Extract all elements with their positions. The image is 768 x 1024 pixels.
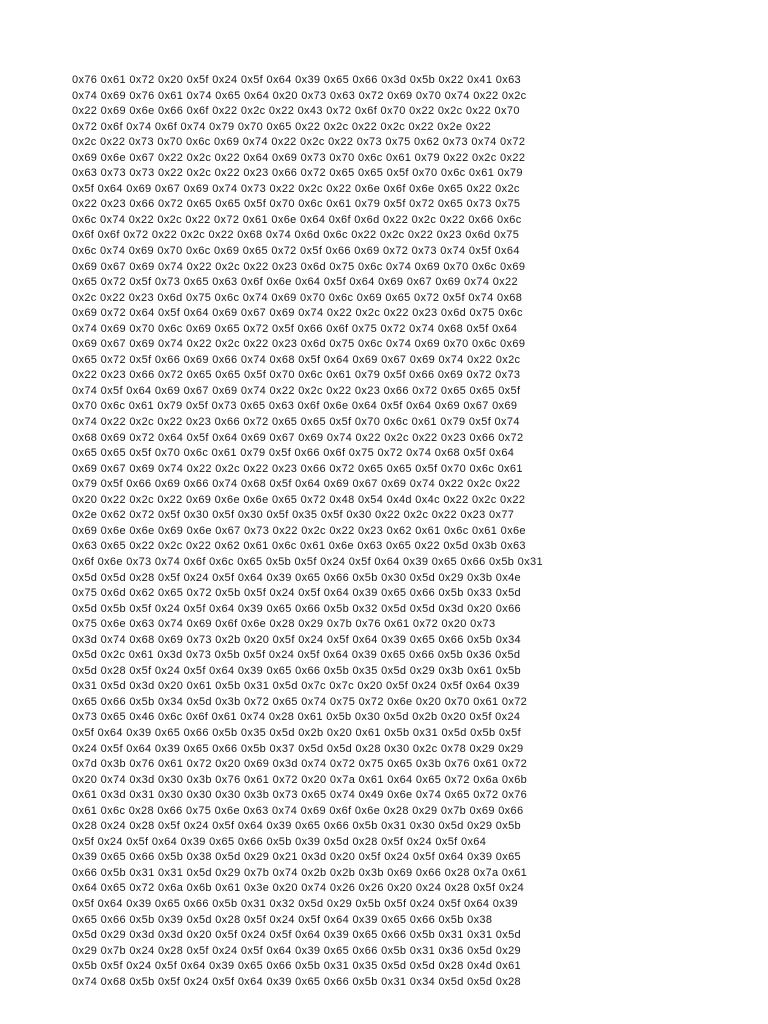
hex-line: 0x74 0x22 0x2c 0x22 0x23 0x66 0x72 0x65 0x65 0x5f 0x70 0x6c 0x61 0x79 0x5f 0x74 [72, 416, 520, 429]
hex-line: 0x5d 0x28 0x5f 0x24 0x5f 0x64 0x39 0x65 0x66 0x5b 0x35 0x5d 0x29 0x3b 0x61 0x5b [72, 664, 522, 677]
hex-line: 0x20 0x74 0x3d 0x30 0x3b 0x76 0x61 0x72 0x20 0x7a 0x61 0x64 0x65 0x72 0x6a 0x6b [72, 773, 528, 786]
hex-line: 0x65 0x66 0x5b 0x34 0x5d 0x3b 0x72 0x65 0x74 0x75 0x72 0x6e 0x20 0x70 0x61 0x72 [72, 695, 528, 708]
hex-line: 0x74 0x68 0x5b 0x5f 0x24 0x5f 0x64 0x39 0x65 0x66 0x5b 0x31 0x34 0x5d 0x5d 0x28 [72, 975, 522, 988]
hex-line: 0x5d 0x29 0x3d 0x3d 0x20 0x5f 0x24 0x5f 0x64 0x39 0x65 0x66 0x5b 0x31 0x31 0x5d [72, 929, 522, 942]
hex-line: 0x5f 0x24 0x5f 0x64 0x39 0x65 0x66 0x5b 0x39 0x5d 0x28 0x5f 0x24 0x5f 0x64 [72, 835, 487, 848]
hex-line: 0x5d 0x5d 0x28 0x5f 0x24 0x5f 0x64 0x39 0x65 0x66 0x5b 0x30 0x5d 0x29 0x3b 0x4e [72, 571, 522, 584]
hex-line: 0x39 0x65 0x66 0x5b 0x38 0x5d 0x29 0x21 0x3d 0x20 0x5f 0x24 0x5f 0x64 0x39 0x65 [72, 851, 522, 864]
hex-line: 0x6f 0x6f 0x72 0x22 0x2c 0x22 0x68 0x74 0x6d 0x6c 0x22 0x2c 0x22 0x23 0x6d 0x75 [72, 229, 520, 242]
hex-line: 0x5f 0x64 0x69 0x67 0x69 0x74 0x73 0x22 0x2c 0x22 0x6e 0x6f 0x6e 0x65 0x22 0x2c [72, 182, 520, 195]
hex-line: 0x31 0x5d 0x3d 0x20 0x61 0x5b 0x31 0x5d 0x7c 0x7c 0x20 0x5f 0x24 0x5f 0x64 0x39 [72, 680, 520, 693]
hex-line: 0x28 0x24 0x28 0x5f 0x24 0x5f 0x64 0x39 0x65 0x66 0x5b 0x31 0x30 0x5d 0x29 0x5b [72, 820, 522, 833]
hex-line: 0x64 0x65 0x72 0x6a 0x6b 0x61 0x3e 0x20 0x74 0x26 0x26 0x20 0x24 0x28 0x5f 0x24 [72, 882, 525, 895]
hex-line: 0x65 0x65 0x5f 0x70 0x6c 0x61 0x79 0x5f 0x66 0x6f 0x75 0x72 0x74 0x68 0x5f 0x64 [72, 447, 515, 460]
hex-line: 0x22 0x23 0x66 0x72 0x65 0x65 0x5f 0x70 0x6c 0x61 0x79 0x5f 0x72 0x65 0x73 0x75 [72, 198, 521, 211]
hex-line: 0x5d 0x5b 0x5f 0x24 0x5f 0x64 0x39 0x65 0x66 0x5b 0x32 0x5d 0x5d 0x3d 0x20 0x66 [72, 602, 522, 615]
hex-line: 0x69 0x67 0x69 0x74 0x22 0x2c 0x22 0x23 0x6d 0x75 0x6c 0x74 0x69 0x70 0x6c 0x69 [72, 338, 526, 351]
hex-line: 0x79 0x5f 0x66 0x69 0x66 0x74 0x68 0x5f 0x64 0x69 0x67 0x69 0x74 0x22 0x2c 0x22 [72, 478, 521, 491]
hex-line: 0x65 0x66 0x5b 0x39 0x5d 0x28 0x5f 0x24 0x5f 0x64 0x39 0x65 0x66 0x5b 0x38 [72, 913, 493, 926]
hex-line: 0x65 0x72 0x5f 0x73 0x65 0x63 0x6f 0x6e 0x64 0x5f 0x64 0x69 0x67 0x69 0x74 0x22 [72, 276, 518, 289]
hex-line: 0x74 0x69 0x76 0x61 0x74 0x65 0x64 0x20 0x73 0x63 0x72 0x69 0x70 0x74 0x22 0x2c [72, 89, 527, 102]
hex-line: 0x75 0x6d 0x62 0x65 0x72 0x5b 0x5f 0x24 0x5f 0x64 0x39 0x65 0x66 0x5b 0x33 0x5d [72, 587, 522, 600]
hex-line: 0x22 0x23 0x66 0x72 0x65 0x65 0x5f 0x70 0x6c 0x61 0x79 0x5f 0x66 0x69 0x72 0x73 [72, 369, 521, 382]
hex-line: 0x24 0x5f 0x64 0x39 0x65 0x66 0x5b 0x37 0x5d 0x5d 0x28 0x30 0x2c 0x78 0x29 0x29 [72, 742, 524, 755]
hex-line: 0x76 0x61 0x72 0x20 0x5f 0x24 0x5f 0x64 0x39 0x65 0x66 0x3d 0x5b 0x22 0x41 0x63 [72, 74, 522, 86]
hex-line: 0x63 0x65 0x22 0x2c 0x22 0x62 0x61 0x6c 0x61 0x6e 0x63 0x65 0x22 0x5d 0x3b 0x63 [72, 540, 526, 553]
hex-line: 0x22 0x69 0x6e 0x66 0x6f 0x22 0x2c 0x22 0x43 0x72 0x6f 0x70 0x22 0x2c 0x22 0x70 [72, 105, 520, 118]
hex-line: 0x63 0x73 0x73 0x22 0x2c 0x22 0x23 0x66 0x72 0x65 0x65 0x5f 0x70 0x6c 0x61 0x79 [72, 167, 523, 180]
hex-line: 0x69 0x72 0x64 0x5f 0x64 0x69 0x67 0x69 0x74 0x22 0x2c 0x22 0x23 0x6d 0x75 0x6c [72, 307, 523, 320]
hex-line: 0x70 0x6c 0x61 0x79 0x5f 0x73 0x65 0x63 0x6f 0x6e 0x64 0x5f 0x64 0x69 0x67 0x69 [72, 400, 518, 413]
hex-line: 0x2e 0x62 0x72 0x5f 0x30 0x5f 0x30 0x5f 0x35 0x5f 0x30 0x22 0x2c 0x22 0x23 0x77 [72, 509, 515, 522]
hex-line: 0x29 0x7b 0x24 0x28 0x5f 0x24 0x5f 0x64 0x39 0x65 0x66 0x5b 0x31 0x36 0x5d 0x29 [72, 944, 522, 957]
hex-line: 0x6c 0x74 0x69 0x70 0x6c 0x69 0x65 0x72 0x5f 0x66 0x69 0x72 0x73 0x74 0x5f 0x64 [72, 245, 520, 258]
hex-line: 0x61 0x3d 0x31 0x30 0x30 0x30 0x3b 0x73 0x65 0x74 0x49 0x6e 0x74 0x65 0x72 0x76 [72, 789, 528, 802]
hex-line: 0x7d 0x3b 0x76 0x61 0x72 0x20 0x69 0x3d 0x74 0x72 0x75 0x65 0x3b 0x76 0x61 0x72 [72, 758, 528, 771]
hex-line: 0x2c 0x22 0x23 0x6d 0x75 0x6c 0x74 0x69 0x70 0x6c 0x69 0x65 0x72 0x5f 0x74 0x68 [72, 291, 523, 304]
hex-line: 0x2c 0x22 0x73 0x70 0x6c 0x69 0x74 0x22 0x2c 0x22 0x73 0x75 0x62 0x73 0x74 0x72 [72, 136, 526, 149]
hex-line: 0x75 0x6e 0x63 0x74 0x69 0x6f 0x6e 0x28 0x29 0x7b 0x76 0x61 0x72 0x20 0x73 [72, 618, 496, 631]
hex-line: 0x5f 0x64 0x39 0x65 0x66 0x5b 0x35 0x5d 0x2b 0x20 0x61 0x5b 0x31 0x5d 0x5b 0x5f [72, 726, 522, 739]
hex-line: 0x69 0x6e 0x6e 0x69 0x6e 0x67 0x73 0x22 0x2c 0x22 0x23 0x62 0x61 0x6c 0x61 0x6e [72, 524, 526, 537]
hex-line: 0x69 0x67 0x69 0x74 0x22 0x2c 0x22 0x23 0x6d 0x75 0x6c 0x74 0x69 0x70 0x6c 0x69 [72, 260, 526, 273]
hex-line: 0x69 0x6e 0x67 0x22 0x2c 0x22 0x64 0x69 0x73 0x70 0x6c 0x61 0x79 0x22 0x2c 0x22 [72, 151, 526, 164]
hex-line: 0x74 0x69 0x70 0x6c 0x69 0x65 0x72 0x5f 0x66 0x6f 0x75 0x72 0x74 0x68 0x5f 0x64 [72, 322, 518, 335]
hex-dump-text [72, 73, 700, 990]
hex-line: 0x74 0x5f 0x64 0x69 0x67 0x69 0x74 0x22 0x2c 0x22 0x23 0x66 0x72 0x65 0x65 0x5f [72, 384, 521, 397]
hex-line: 0x66 0x5b 0x31 0x31 0x5d 0x29 0x7b 0x74 0x2b 0x2b 0x3b 0x69 0x66 0x28 0x7a 0x61 [72, 866, 528, 879]
hex-line: 0x72 0x6f 0x74 0x6f 0x74 0x79 0x70 0x65 0x22 0x2c 0x22 0x2c 0x22 0x2e 0x22 [72, 120, 492, 133]
hex-line: 0x61 0x6c 0x28 0x66 0x75 0x6e 0x63 0x74 0x69 0x6f 0x6e 0x28 0x29 0x7b 0x69 0x66 [72, 804, 524, 817]
hex-line: 0x5f 0x64 0x39 0x65 0x66 0x5b 0x31 0x32 0x5d 0x29 0x5b 0x5f 0x24 0x5f 0x64 0x39 [72, 897, 518, 910]
hex-line: 0x6f 0x6e 0x73 0x74 0x6f 0x6c 0x65 0x5b 0x5f 0x24 0x5f 0x64 0x39 0x65 0x66 0x5b 0x31 [72, 555, 543, 568]
hex-line: 0x5b 0x5f 0x24 0x5f 0x64 0x39 0x65 0x66 0x5b 0x31 0x35 0x5d 0x5d 0x28 0x4d 0x61 [72, 960, 522, 973]
hex-line: 0x5d 0x2c 0x61 0x3d 0x73 0x5b 0x5f 0x24 0x5f 0x64 0x39 0x65 0x66 0x5b 0x36 0x5d [72, 649, 521, 662]
hex-line: 0x73 0x65 0x46 0x6c 0x6f 0x61 0x74 0x28 0x61 0x5b 0x30 0x5d 0x2b 0x20 0x5f 0x24 [72, 711, 521, 724]
hex-line: 0x20 0x22 0x2c 0x22 0x69 0x6e 0x6e 0x65 0x72 0x48 0x54 0x4d 0x4c 0x22 0x2c 0x22 [72, 493, 526, 506]
hex-line: 0x65 0x72 0x5f 0x66 0x69 0x66 0x74 0x68 0x5f 0x64 0x69 0x67 0x69 0x74 0x22 0x2c [72, 353, 521, 366]
hex-line: 0x68 0x69 0x72 0x64 0x5f 0x64 0x69 0x67 0x69 0x74 0x22 0x2c 0x22 0x23 0x66 0x72 [72, 431, 524, 444]
hex-line: 0x3d 0x74 0x68 0x69 0x73 0x2b 0x20 0x5f 0x24 0x5f 0x64 0x39 0x65 0x66 0x5b 0x34 [72, 633, 522, 646]
hex-line: 0x6c 0x74 0x22 0x2c 0x22 0x72 0x61 0x6e 0x64 0x6f 0x6d 0x22 0x2c 0x22 0x66 0x6c [72, 213, 522, 226]
hex-line: 0x69 0x67 0x69 0x74 0x22 0x2c 0x22 0x23 0x66 0x72 0x65 0x65 0x5f 0x70 0x6c 0x61 [72, 462, 523, 475]
